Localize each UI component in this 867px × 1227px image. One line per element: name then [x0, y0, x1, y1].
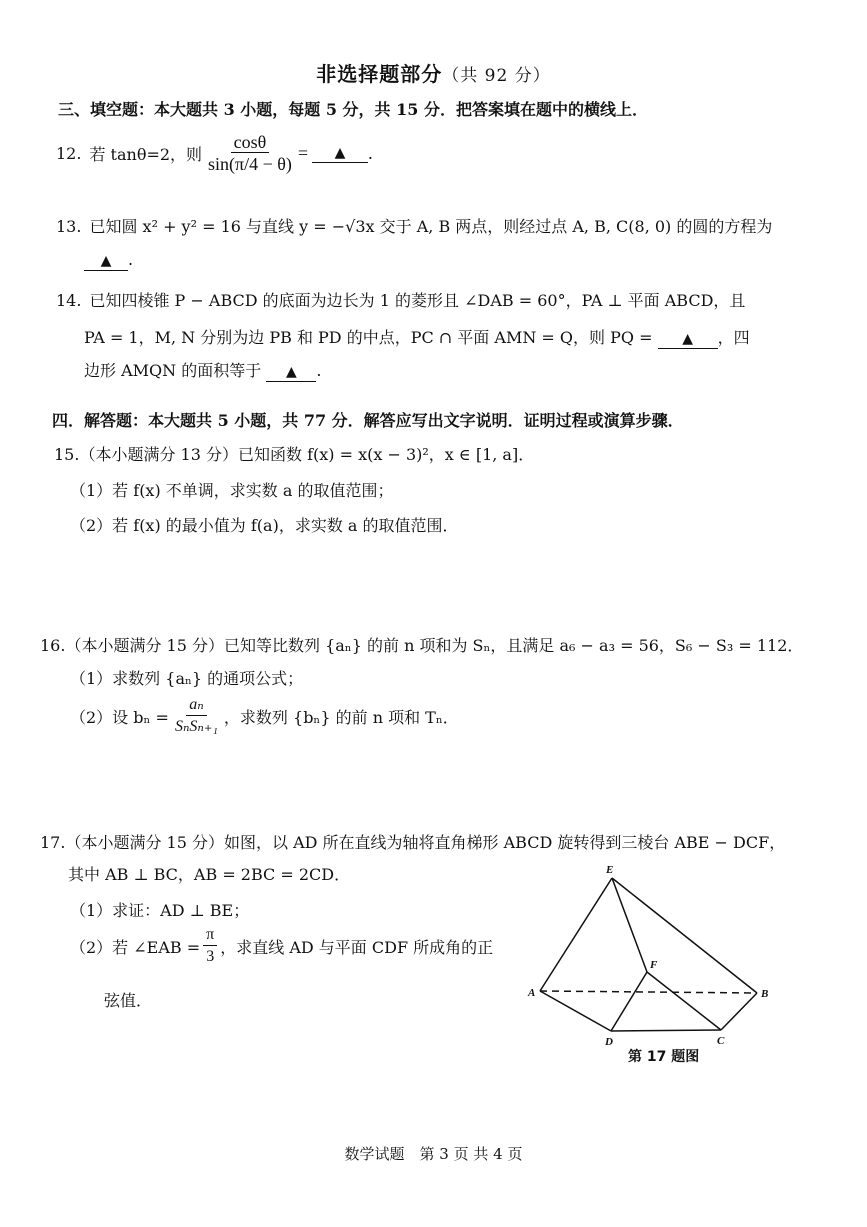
label-F: F: [650, 959, 658, 971]
q16-numerator: aₙ: [186, 695, 206, 716]
q17-line-2: 其中 AB ⊥ BC，AB = 2BC = 2CD．: [68, 865, 351, 884]
q14-line2-text: PA = 1，M, N 分别为边 PB 和 PD 的中点，PC ∩ 平面 AMN = Q，则 PQ =: [84, 328, 653, 347]
q17-stem: （本小题满分 15 分）如图，以 AD 所在直线为轴将直角梯形 ABCD 旋转得到三棱台 ABE − DCF，: [65, 833, 786, 852]
q16-fraction: [172, 695, 221, 738]
frustum-figure: [520, 860, 780, 1070]
q13-number: 13.: [56, 217, 82, 236]
q12-fraction: [205, 132, 295, 175]
question-15: [54, 442, 534, 465]
q17-number: 17.: [40, 833, 66, 852]
q15-stem: （本小题满分 13 分）已知函数 f(x) = x(x − 3)²，x ∈ [1, a]．: [79, 445, 535, 464]
q16-part2-text: （2）设 bₙ =: [70, 707, 169, 727]
edge-AD: [540, 991, 611, 1031]
q17-denominator: 3: [206, 947, 215, 965]
q16-stem: （本小题满分 15 分）已知等比数列 {aₙ} 的前 n 项和为 Sₙ，且满足 a₆ − a₃ = 56，S₆ − S₃ = 112．: [65, 636, 804, 655]
figure-caption: 第 17 题图: [628, 1049, 700, 1065]
q12-answer-blank: ▲: [312, 144, 368, 163]
q14-line3: [84, 358, 321, 382]
q14-line2: [84, 325, 750, 349]
q16-part-2: [70, 690, 459, 742]
q14-answer-blank-2: ▲: [266, 363, 316, 382]
q12-number: 12.: [56, 143, 82, 163]
question-12: [56, 118, 373, 188]
q17-part2-after: ，求直线 AD 与平面 CDF 所成角的正: [220, 937, 494, 957]
label-D: D: [605, 1036, 613, 1048]
q12-numerator: cosθ: [231, 132, 270, 153]
edge-DC: [611, 1030, 721, 1031]
q14-line1: 已知四棱锥 P − ABCD 的底面为边长为 1 的菱形且 ∠DAB = 60°，PA ⊥ 平面 ABCD，且: [89, 291, 746, 310]
label-A: A: [528, 987, 536, 999]
q15-part-1: （1）若 f(x) 不单调，求实数 a 的取值范围；: [70, 481, 394, 500]
label-B: B: [761, 988, 769, 1000]
label-E: E: [606, 864, 614, 876]
q16-part-1: （1）求数列 {aₙ} 的通项公式；: [70, 669, 304, 688]
question-14: [56, 288, 745, 311]
q17-fraction: [203, 925, 217, 968]
q17-part-1: （1）求证：AD ⊥ BE；: [70, 901, 250, 920]
q16-number: 16.: [40, 636, 66, 655]
edge-AB-hidden: [540, 991, 757, 993]
q13-answer-line: [84, 250, 133, 271]
q17-part-2: [70, 920, 493, 972]
q17-numerator: π: [203, 925, 217, 946]
q12-end: .: [368, 142, 373, 163]
question-13: [56, 214, 772, 237]
q13-answer-blank: ▲: [84, 252, 128, 271]
edge-EA: [540, 878, 612, 991]
q14-answer-blank-1: ▲: [658, 330, 718, 349]
section-title: [0, 58, 867, 87]
q16-denominator: SₙSₙ₊₁: [174, 717, 218, 735]
q14-end: .: [316, 361, 322, 380]
question-17: [40, 830, 785, 853]
edge-DF: [611, 972, 647, 1031]
solution-section-heading: 四．解答题：本大题共 5 小题，共 77 分．解答应写出文字说明．证明过程或演算步骤．: [52, 411, 684, 430]
q12-denominator: sin(π/4 − θ): [208, 153, 292, 174]
label-C: C: [717, 1035, 725, 1047]
fill-in-section-heading: 三、填空题：本大题共 3 小题，每题 5 分，共 15 分．把答案填在题中的横线上．: [58, 100, 648, 119]
question-16: [40, 633, 803, 656]
q14-line3-text: 边形 AMQN 的面积等于: [84, 361, 262, 380]
edge-CB: [721, 993, 757, 1030]
q13-text: 已知圆 x² + y² = 16 与直线 y = −√3x 交于 A, B 两点，则经过点 A, B, C(8, 0) 的圆的方程为: [89, 217, 773, 236]
q14-line2-after: ，四: [717, 328, 750, 347]
q17-part2-line2: 弦值．: [104, 991, 153, 1010]
q12-text: 若 tanθ=2，则: [89, 144, 203, 164]
title-sub: （共 92 分）: [442, 66, 551, 86]
q17-part2-text: （2）若 ∠EAB =: [70, 937, 201, 957]
edge-FC: [647, 972, 721, 1030]
q13-end: .: [128, 250, 134, 269]
q14-number: 14.: [56, 291, 82, 310]
q15-part-2: （2）若 f(x) 的最小值为 f(a)，求实数 a 的取值范围．: [70, 516, 459, 535]
q12-equals: =: [297, 142, 309, 163]
page-footer: 数学试题 第 3 页 共 4 页: [344, 1145, 523, 1163]
q15-number: 15.: [54, 445, 80, 464]
q16-part2-after: ，求数列 {bₙ} 的前 n 项和 Tₙ．: [223, 707, 459, 727]
title-main: 非选择题部分: [316, 62, 443, 86]
